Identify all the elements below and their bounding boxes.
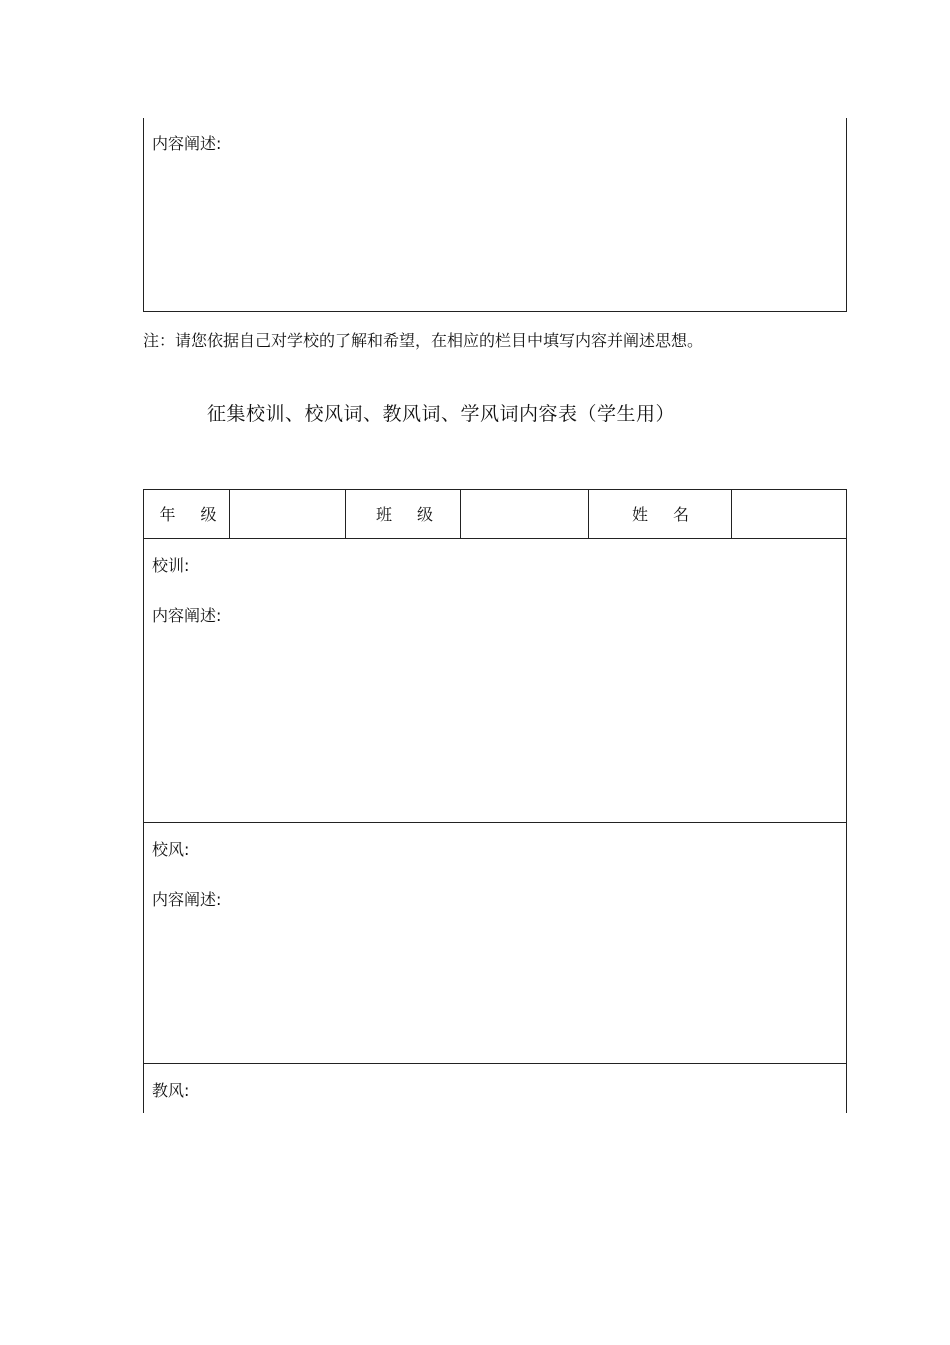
header-divider-4	[588, 489, 589, 539]
note-text: 注：请您依据自己对学校的了解和希望，在相应的栏目中填写内容并阐述思想。	[143, 331, 704, 350]
header-divider-2	[345, 489, 346, 539]
grade-input-cell[interactable]	[230, 490, 345, 538]
motto-input-area[interactable]	[144, 539, 846, 822]
top-box-right-border	[846, 118, 847, 311]
class-label: 班 级	[375, 505, 444, 524]
motto-desc-label: 内容阐述:	[152, 606, 222, 625]
top-box-left-border	[143, 118, 144, 311]
school-spirit-input-area[interactable]	[144, 823, 846, 1063]
table-right-border	[846, 489, 847, 1113]
class-input-cell[interactable]	[461, 490, 588, 538]
name-label: 姓 名	[631, 505, 700, 524]
motto-label: 校训:	[152, 556, 190, 575]
teaching-style-label: 教风:	[152, 1081, 190, 1100]
form-title: 征集校训、校风词、教风词、学风词内容表（学生用）	[207, 403, 676, 425]
grade-label: 年 级	[159, 505, 227, 524]
school-spirit-label: 校风:	[152, 840, 190, 859]
name-input-cell[interactable]	[732, 490, 846, 538]
teaching-style-input-area[interactable]	[144, 1064, 846, 1113]
top-box-bottom-border	[143, 311, 847, 312]
school-spirit-desc-label: 内容阐述:	[152, 890, 222, 909]
top-box-content-label: 内容阐述:	[152, 134, 222, 153]
